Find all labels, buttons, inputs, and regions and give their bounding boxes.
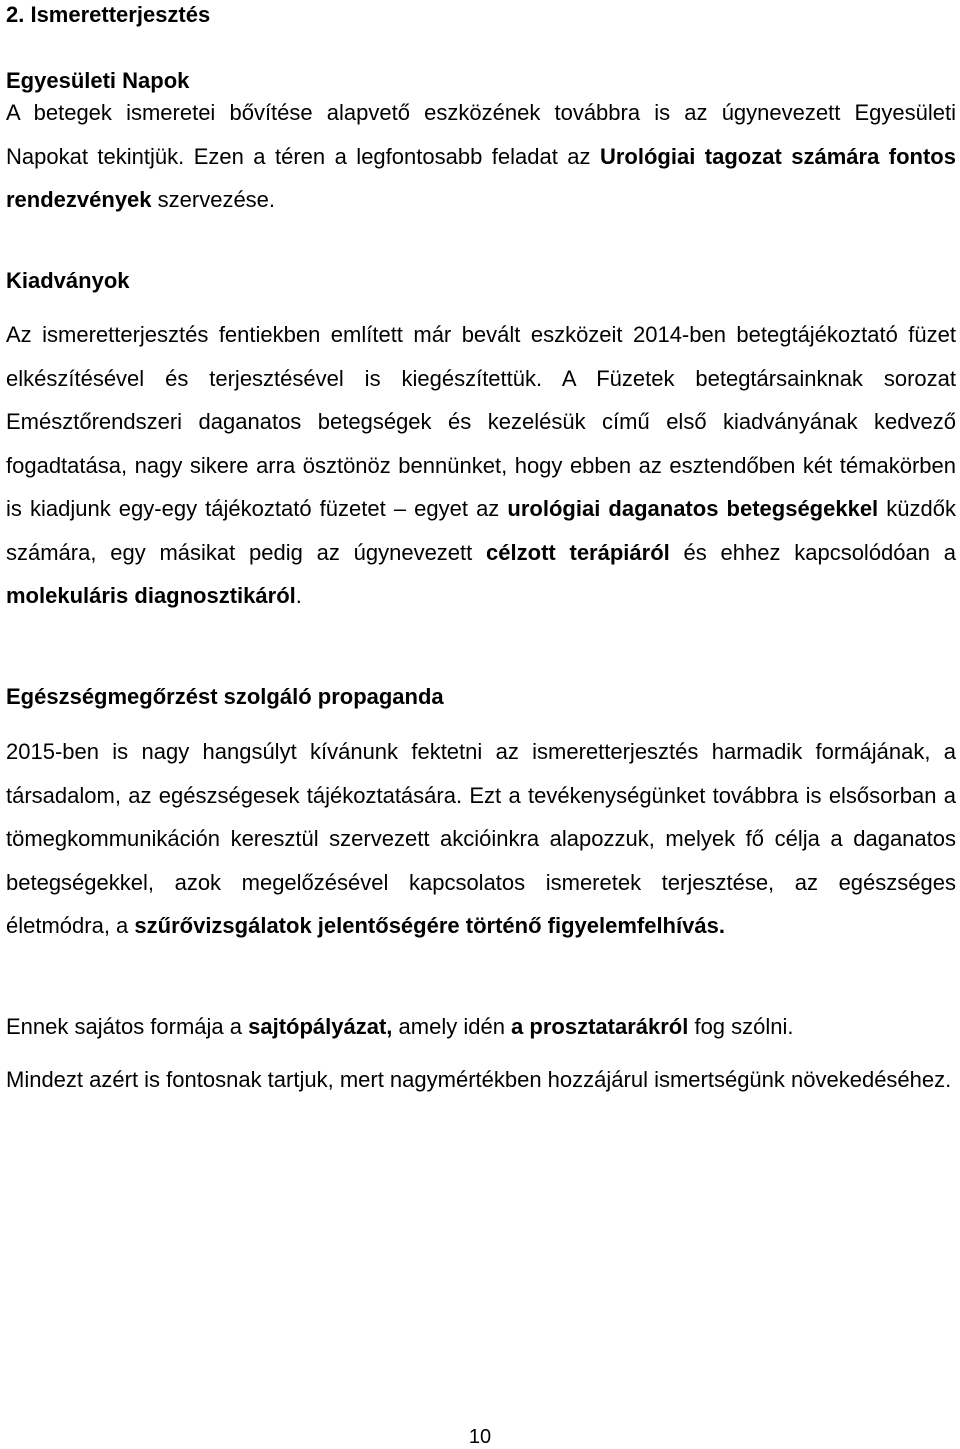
paragraph-sajtopalyazat xyxy=(6,1005,956,1049)
text-run-bold: sajtópályázat, xyxy=(248,1014,393,1039)
text-run: küzdők számára, egy másikat pedig az úgynevezett xyxy=(6,496,956,565)
text-run: fog szólni. xyxy=(688,1014,794,1039)
text-run-bold: a prosztatarákról xyxy=(511,1014,689,1039)
text-run-bold: urológiai daganatos betegségekkel xyxy=(507,496,879,521)
text-run: A betegek ismeretei bővítése alapvető eszközének továbbra is az úgynevezett Egyesületi Napokat tekintjük. Ezen a téren a legfontosabb feladat az xyxy=(6,100,956,169)
text-run: és ehhez kapcsolódóan a xyxy=(669,539,956,565)
text-run: amely idén xyxy=(392,1014,512,1039)
heading-kiadvanyok: Kiadványok xyxy=(6,268,130,293)
text-run: Ennek sajátos formája a xyxy=(6,1014,249,1039)
section-title: 2. Ismeretterjesztés xyxy=(6,2,211,27)
text-run-bold: szűrővizsgálatok jelentőségére történő figyelemfelhívás. xyxy=(134,913,725,938)
text-run-bold: molekuláris diagnosztikáról xyxy=(6,583,296,608)
text-run: 2015-ben is nagy hangsúlyt kívánunk fektetni az ismeretterjesztés harmadik formájának, a társadalom, az egészségesek tájékoztatására. Ezt a tevékenységünket továbbra is elsősorban a tömegkommunikáción keresztül szervezett akcióinkra alapozzuk, melyek fő célja a daganatos betegségekkel, azok megelőzésével kapcsolatos ismeretek terjesztése, az egészséges életmódra, a xyxy=(6,739,956,938)
paragraph-kiadvanyok xyxy=(6,313,956,618)
text-run-bold: Urológiai tagozat számára fontos rendezvények xyxy=(6,143,956,212)
page-number: 10 xyxy=(468,1426,492,1448)
text-run: . xyxy=(295,583,302,608)
heading-egyesuleti-napok: Egyesületi Napok xyxy=(6,68,190,93)
paragraph-egeszsegmegorzes xyxy=(6,730,956,948)
text-run: szervezése. xyxy=(151,187,276,212)
paragraph-egyesuleti-napok xyxy=(6,91,956,222)
heading-egeszsegmegorzes: Egészségmegőrzést szolgáló propaganda xyxy=(6,684,444,709)
paragraph-mindezt: Mindezt azért is fontosnak tartjuk, mert nagymértékben hozzájárul ismertségünk növekedéséhez. xyxy=(6,1067,952,1092)
text-run: Az ismeretterjesztés fentiekben említett már bevált eszközeit 2014-ben betegtájékoztató füzet elkészítésével és terjesztésével is kiegészítettük. A Füzetek betegtársainknak sorozat Emésztőrendszeri daganatos betegségek és kezelésük című első kiadványának kedvező fogadtatása, nagy sikere arra ösztönöz bennünket, hogy ebben az esztendőben két témakörben is kiadjunk egy-egy tájékoztató füzetet – egyet az xyxy=(6,322,956,521)
text-run-bold: célzott terápiáról xyxy=(486,539,670,565)
